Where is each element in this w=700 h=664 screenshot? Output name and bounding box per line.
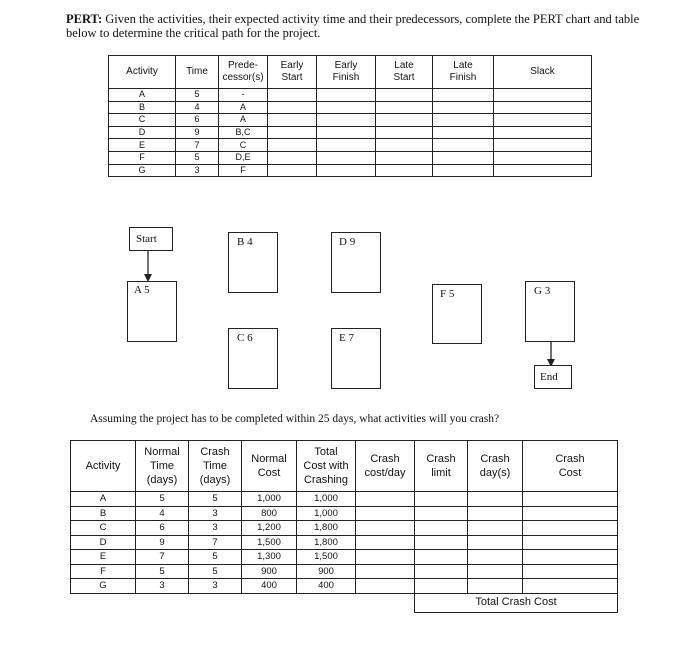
crash-cell: 7 — [136, 550, 189, 565]
pert-cell: 4 — [176, 101, 219, 114]
crash-cell — [468, 564, 523, 579]
total-row — [71, 593, 618, 612]
crash-cell — [468, 506, 523, 521]
crash-cell — [356, 506, 415, 521]
pert-cell — [494, 114, 592, 127]
pert-cell: F — [109, 151, 176, 164]
pert-header-cell: Late Finish — [433, 56, 494, 89]
crash-cell: 400 — [297, 579, 356, 594]
crash-cell: 9 — [136, 535, 189, 550]
pert-header-row — [109, 56, 592, 89]
crash-cell: 1,200 — [242, 521, 297, 536]
crash-cell: 1,000 — [242, 492, 297, 507]
crash-cell: F — [71, 564, 136, 579]
pert-cell — [268, 164, 317, 177]
pert-cell — [376, 164, 433, 177]
pert-cell: 5 — [176, 89, 219, 102]
node-e — [331, 328, 381, 389]
crash-cell — [356, 521, 415, 536]
end-node — [534, 365, 572, 389]
node-a — [127, 281, 177, 342]
pert-header-cell: Early Finish — [317, 56, 376, 89]
node-f — [432, 284, 482, 344]
pert-cell — [317, 139, 376, 152]
node-g-label: G 3 — [534, 285, 551, 297]
pert-row — [109, 164, 592, 177]
pert-cell — [317, 114, 376, 127]
crash-cell: 1,000 — [297, 492, 356, 507]
problem-text: Given the activities, their expected activity time and their predecessors, complete the PERT chart and table below to determine the critical path for the project. — [66, 12, 640, 40]
node-b-label: B 4 — [237, 236, 253, 248]
crash-cell — [415, 506, 468, 521]
end-label: End — [540, 371, 558, 383]
start-arrow — [140, 250, 160, 285]
crash-cell — [468, 492, 523, 507]
crash-cell — [468, 579, 523, 594]
crash-cell: 1,000 — [297, 506, 356, 521]
crash-cell: 4 — [136, 506, 189, 521]
crash-cell — [468, 521, 523, 536]
crash-question: Assuming the project has to be completed within 25 days, what activities will you crash? — [90, 413, 500, 425]
crash-cell: 3 — [189, 506, 242, 521]
pert-header-cell: Activity — [109, 56, 176, 89]
crash-cell — [415, 492, 468, 507]
pert-row — [109, 89, 592, 102]
pert-cell — [376, 114, 433, 127]
pert-cell — [317, 126, 376, 139]
start-label: Start — [136, 233, 157, 245]
crash-row — [71, 521, 618, 536]
crash-cell — [415, 521, 468, 536]
crash-cell: 3 — [189, 579, 242, 594]
crash-table — [70, 440, 618, 613]
pert-cell — [494, 151, 592, 164]
pert-row — [109, 101, 592, 114]
crash-cell: 3 — [136, 579, 189, 594]
pert-cell — [376, 126, 433, 139]
crash-row — [71, 564, 618, 579]
crash-header-cell: Crash limit — [415, 441, 468, 492]
pert-cell — [376, 151, 433, 164]
crash-cell — [356, 535, 415, 550]
pert-cell — [268, 89, 317, 102]
pert-cell: C — [219, 139, 268, 152]
node-f-label: F 5 — [440, 288, 455, 300]
crash-cell: 1,500 — [242, 535, 297, 550]
crash-cell — [523, 564, 618, 579]
problem-statement — [66, 12, 656, 40]
crash-header-row — [71, 441, 618, 492]
crash-row — [71, 506, 618, 521]
pert-cell: D — [109, 126, 176, 139]
crash-cell — [468, 535, 523, 550]
pert-cell: 9 — [176, 126, 219, 139]
crash-row — [71, 492, 618, 507]
pert-cell — [376, 101, 433, 114]
pert-cell — [433, 114, 494, 127]
crash-cell — [523, 579, 618, 594]
crash-cell — [415, 535, 468, 550]
crash-cell — [523, 506, 618, 521]
crash-cell — [523, 492, 618, 507]
pert-cell: 3 — [176, 164, 219, 177]
crash-cell: A — [71, 492, 136, 507]
crash-header-cell: Crash Cost — [523, 441, 618, 492]
crash-row — [71, 579, 618, 594]
crash-cell — [523, 521, 618, 536]
pert-cell — [268, 126, 317, 139]
crash-header-cell: Crash cost/day — [356, 441, 415, 492]
crash-header-cell: Total Cost with Crashing — [297, 441, 356, 492]
crash-cell — [523, 535, 618, 550]
crash-row — [71, 550, 618, 565]
crash-cell: 6 — [136, 521, 189, 536]
pert-cell — [433, 151, 494, 164]
pert-cell: B — [109, 101, 176, 114]
pert-cell — [317, 164, 376, 177]
pert-cell: 6 — [176, 114, 219, 127]
crash-cell: 5 — [189, 550, 242, 565]
problem-label: PERT: — [66, 12, 103, 26]
crash-cell: 1,800 — [297, 521, 356, 536]
pert-header-cell: Early Start — [268, 56, 317, 89]
pert-cell — [317, 89, 376, 102]
pert-cell — [376, 89, 433, 102]
crash-header-cell: Normal Time (days) — [136, 441, 189, 492]
pert-cell: - — [219, 89, 268, 102]
pert-header-cell: Slack — [494, 56, 592, 89]
pert-cell — [376, 139, 433, 152]
pert-table — [108, 55, 592, 177]
start-node — [129, 227, 173, 251]
crash-cell — [356, 550, 415, 565]
crash-cell — [356, 579, 415, 594]
pert-cell: G — [109, 164, 176, 177]
crash-cell: 5 — [136, 492, 189, 507]
crash-cell: G — [71, 579, 136, 594]
node-e-label: E 7 — [339, 332, 354, 344]
pert-row — [109, 139, 592, 152]
pert-cell — [494, 139, 592, 152]
pert-cell: 5 — [176, 151, 219, 164]
pert-cell — [494, 126, 592, 139]
crash-cell — [356, 492, 415, 507]
node-c — [228, 328, 278, 389]
pert-cell: A — [219, 114, 268, 127]
pert-row — [109, 151, 592, 164]
crash-cell: E — [71, 550, 136, 565]
pert-cell: B,C — [219, 126, 268, 139]
pert-cell — [268, 101, 317, 114]
pert-cell: A — [109, 89, 176, 102]
crash-cell: 1,800 — [297, 535, 356, 550]
crash-header-cell: Crash Time (days) — [189, 441, 242, 492]
crash-cell: 5 — [189, 564, 242, 579]
total-crash-cost-label: Total Crash Cost — [415, 593, 618, 612]
crash-cell — [415, 564, 468, 579]
pert-cell — [433, 164, 494, 177]
crash-cell: 3 — [189, 521, 242, 536]
crash-cell: C — [71, 521, 136, 536]
pert-cell — [433, 139, 494, 152]
crash-cell: D — [71, 535, 136, 550]
pert-cell — [433, 101, 494, 114]
crash-cell: 5 — [136, 564, 189, 579]
crash-cell: 5 — [189, 492, 242, 507]
pert-cell: 7 — [176, 139, 219, 152]
crash-header-cell: Normal Cost — [242, 441, 297, 492]
crash-cell: 1,500 — [297, 550, 356, 565]
crash-cell: 800 — [242, 506, 297, 521]
pert-cell — [433, 126, 494, 139]
node-d — [331, 232, 381, 293]
crash-row — [71, 535, 618, 550]
pert-cell — [494, 101, 592, 114]
pert-row — [109, 114, 592, 127]
crash-cell: 400 — [242, 579, 297, 594]
pert-cell: A — [219, 101, 268, 114]
crash-cell — [415, 550, 468, 565]
node-c-label: C 6 — [237, 332, 253, 344]
pert-header-cell: Time — [176, 56, 219, 89]
crash-cell: 900 — [242, 564, 297, 579]
crash-header-cell: Activity — [71, 441, 136, 492]
pert-cell: C — [109, 114, 176, 127]
crash-cell: B — [71, 506, 136, 521]
crash-cell — [356, 564, 415, 579]
pert-header-cell: Prede- cessor(s) — [219, 56, 268, 89]
pert-cell — [317, 151, 376, 164]
node-d-label: D 9 — [339, 236, 356, 248]
pert-cell — [317, 101, 376, 114]
pert-cell — [268, 151, 317, 164]
pert-cell: F — [219, 164, 268, 177]
crash-cell — [468, 550, 523, 565]
pert-cell — [494, 164, 592, 177]
pert-cell — [268, 114, 317, 127]
pert-cell — [494, 89, 592, 102]
crash-cell — [523, 550, 618, 565]
pert-cell — [433, 89, 494, 102]
crash-cell: 7 — [189, 535, 242, 550]
node-b — [228, 232, 278, 293]
crash-cell — [415, 579, 468, 594]
pert-row — [109, 126, 592, 139]
crash-header-cell: Crash day(s) — [468, 441, 523, 492]
pert-cell: E — [109, 139, 176, 152]
crash-cell: 900 — [297, 564, 356, 579]
node-g — [525, 281, 575, 342]
pert-cell — [268, 139, 317, 152]
pert-header-cell: Late Start — [376, 56, 433, 89]
node-a-label: A 5 — [134, 284, 150, 296]
crash-cell: 1,300 — [242, 550, 297, 565]
pert-cell: D,E — [219, 151, 268, 164]
